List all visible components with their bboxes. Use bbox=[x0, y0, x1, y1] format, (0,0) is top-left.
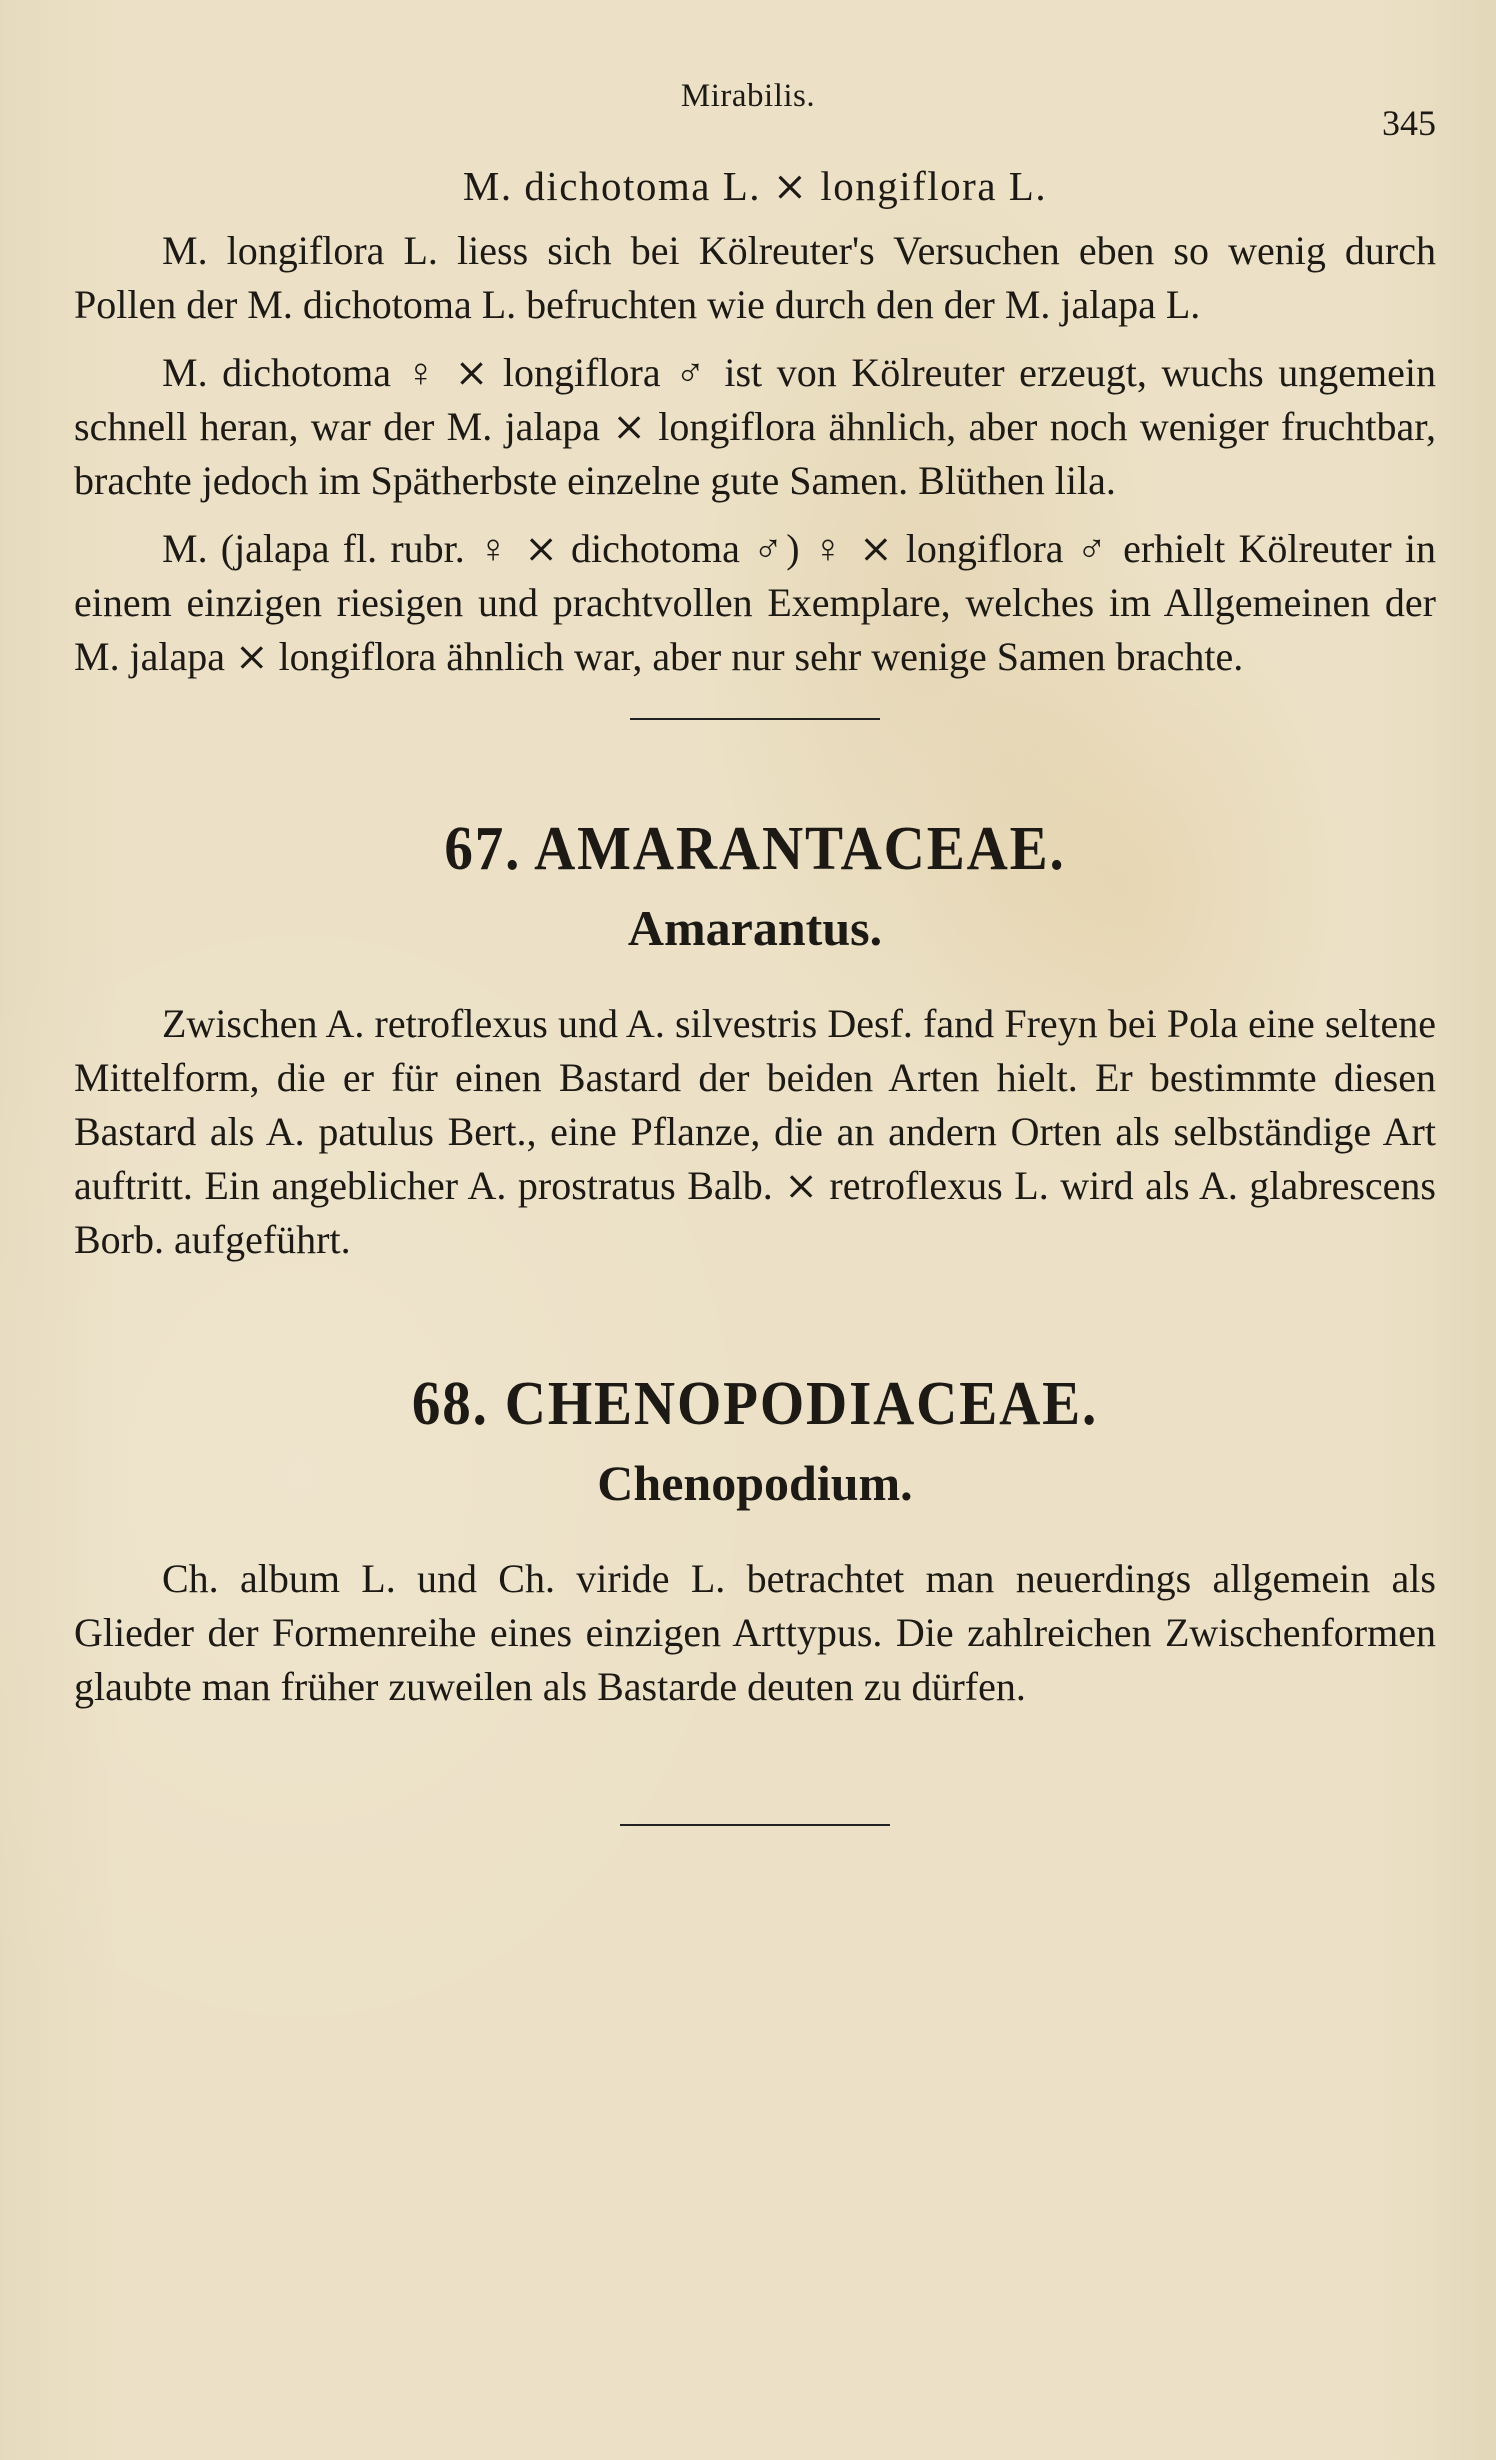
genus-title-chenopodium: Chenopodium. bbox=[597, 1455, 913, 1511]
paragraph-2: M. dichotoma ♀ ⨯ longiflora ♂ ist von Kölreuter erzeugt, wuchs ungemein schnell heran, war der M. jalapa ⨯ longiflora ähnlich, aber noch weniger fruchtbar, brachte jedoch im Spätherbste einzelne gute Samen. Blüthen lila. bbox=[74, 350, 1436, 503]
hybrid-heading: M. dichotoma L. ⨯ longiflora L. bbox=[462, 163, 1048, 209]
page-number: 345 bbox=[1382, 103, 1436, 143]
genus-title-amarantus: Amarantus. bbox=[627, 900, 883, 956]
family-title-amarantaceae: 67. AMARANTACEAE. bbox=[444, 815, 1066, 883]
end-divider bbox=[620, 1824, 890, 1826]
family-title-chenopodiaceae: 68. CHENOPODIACEAE. bbox=[411, 1370, 1099, 1438]
paragraph-1: M. longiflora L. liess sich bei Kölreuter's Versuchen eben so wenig durch Pollen der M. dichotoma L. befruchten wie durch den der M. jalapa L. bbox=[74, 228, 1436, 327]
running-head bbox=[0, 78, 1496, 143]
page-body bbox=[74, 162, 1436, 1826]
section-divider bbox=[630, 718, 880, 720]
paragraph-chenopodium: Ch. album L. und Ch. viride L. betrachtet man neuerdings allgemein als Glieder der Formenreihe eines einzigen Arttypus. Die zahlreichen Zwischenformen glaubte man früher zuweilen als Bastarde deuten zu dürfen. bbox=[74, 1556, 1436, 1709]
paragraph-amarantus: Zwischen A. retroflexus und A. silvestris Desf. fand Freyn bei Pola eine seltene Mittelform, die er für einen Bastard der beiden Arten hielt. Er bestimmte diesen Bastard als A. patulus Bert., eine Pflanze, die an andern Orten als selbständige Art auftritt. Ein angeblicher A. prostratus Balb. ⨯ retroflexus L. wird als A. glabrescens Borb. aufgeführt. bbox=[74, 1001, 1436, 1262]
section-gap bbox=[74, 1281, 1436, 1369]
paragraph-3: M. (jalapa fl. rubr. ♀ ⨯ dichotoma ♂) ♀ ⨯ longiflora ♂ erhielt Kölreuter in einem einzigen riesigen und prachtvollen Exemplare, welches im Allgemeinen der M. jalapa ⨯ longiflora ähnlich war, aber nur sehr wenige Samen brachte. bbox=[74, 526, 1436, 679]
running-title: Mirabilis. bbox=[680, 78, 816, 114]
